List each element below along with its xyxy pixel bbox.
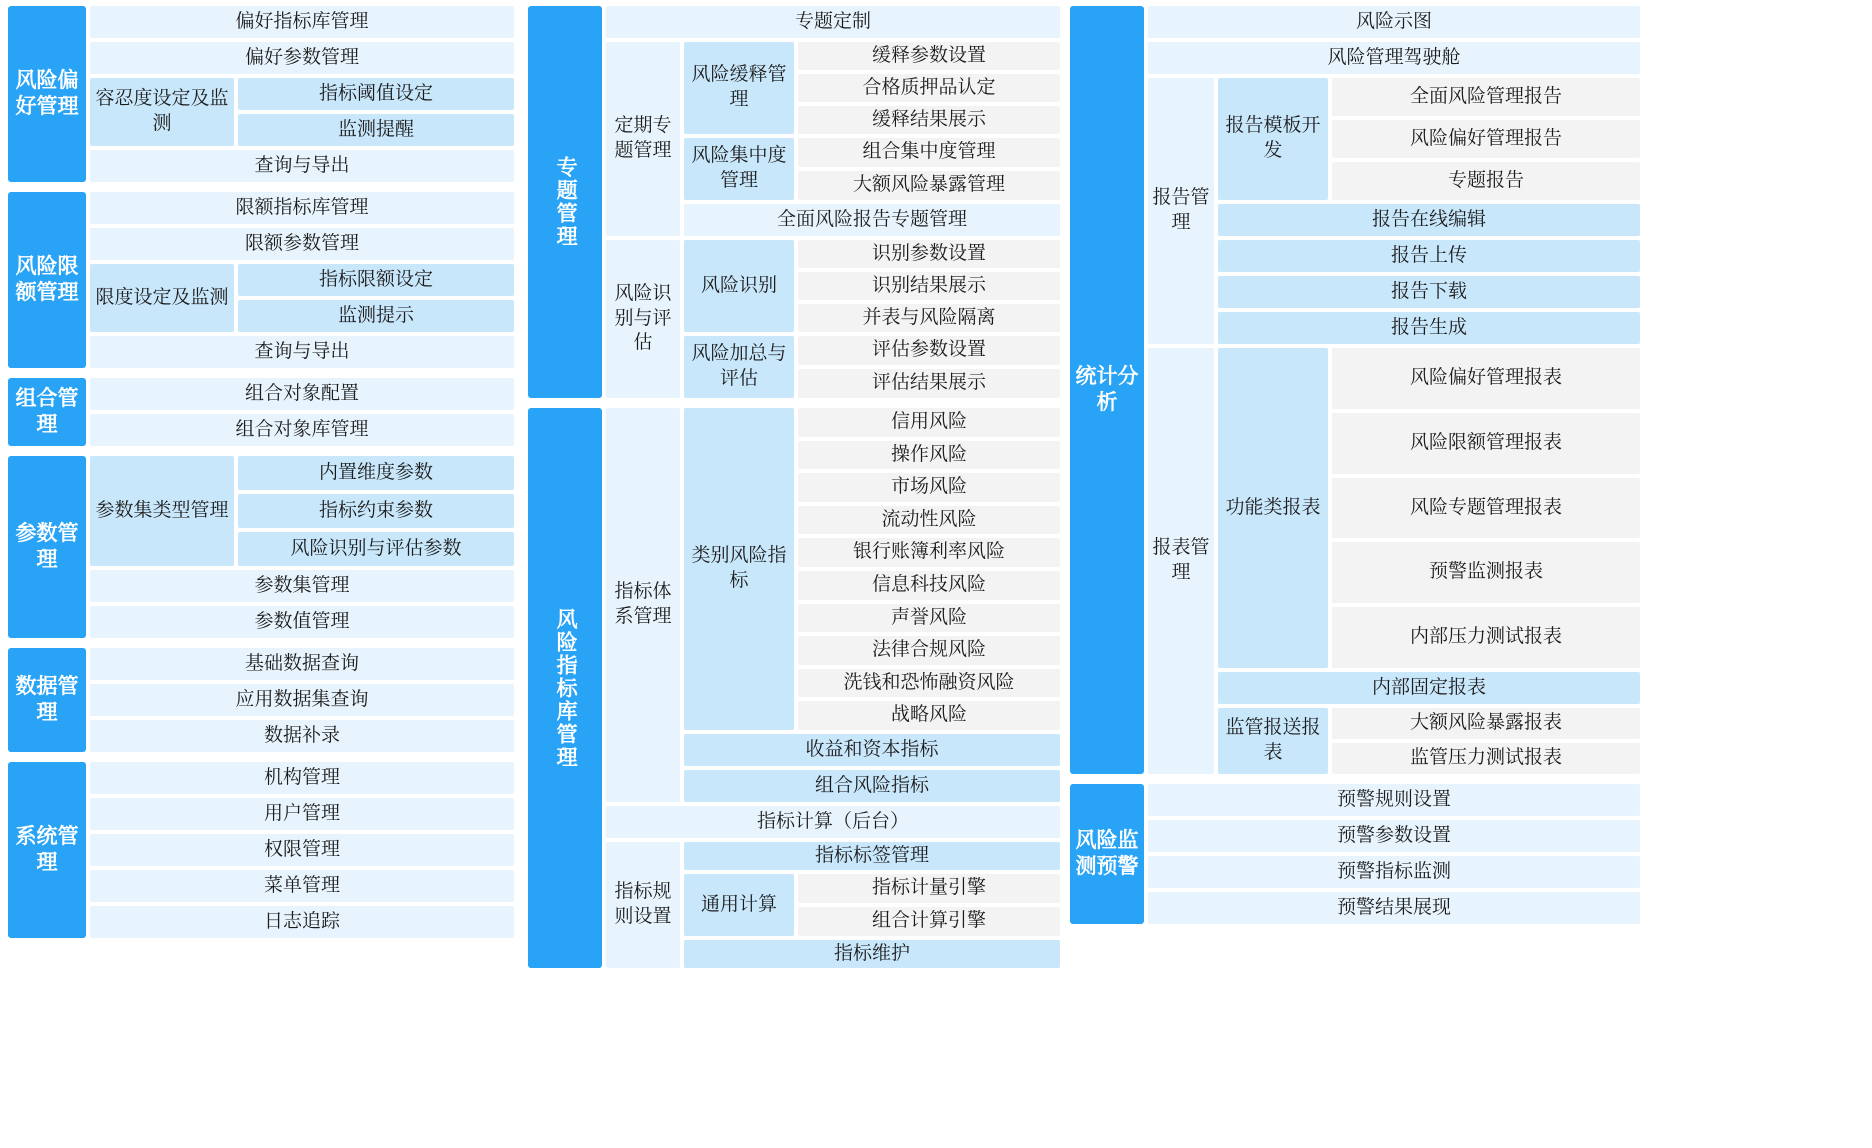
section-title-risk-index-library[interactable]: 风险指标库管理 <box>528 408 602 968</box>
group-risk-identify-assess <box>606 240 1060 398</box>
item-alert-index-monitor[interactable]: 预警指标监测 <box>1148 856 1640 888</box>
item-limit-index-library[interactable]: 限额指标库管理 <box>90 192 514 224</box>
section-risk-appetite <box>8 6 514 182</box>
item-operational-risk[interactable]: 操作风险 <box>798 441 1060 470</box>
item-preference-parameter[interactable]: 偏好参数管理 <box>90 42 514 74</box>
section-title-risk-monitor-alert[interactable]: 风险监测预警 <box>1070 784 1144 924</box>
item-regulatory-stress-test-statement[interactable]: 监管压力测试报表 <box>1332 743 1640 774</box>
item-liquidity-risk[interactable]: 流动性风险 <box>798 506 1060 535</box>
item-index-tag-manage[interactable]: 指标标签管理 <box>684 842 1060 870</box>
group-label-statement-management[interactable]: 报表管理 <box>1148 348 1214 774</box>
item-consolidation-isolation[interactable]: 并表与风险隔离 <box>798 304 1060 332</box>
item-index-maintenance[interactable]: 指标维护 <box>684 940 1060 968</box>
item-index-measure-engine[interactable]: 指标计量引擎 <box>798 874 1060 903</box>
group-label-parameter-set-type[interactable]: 参数集类型管理 <box>90 456 234 566</box>
subgroup-label-risk-mitigation[interactable]: 风险缓释管理 <box>684 42 794 134</box>
group-label-risk-identify-assess[interactable]: 风险识别与评估 <box>606 240 680 398</box>
item-identify-result[interactable]: 识别结果展示 <box>798 272 1060 300</box>
item-portfolio-risk-index[interactable]: 组合风险指标 <box>684 770 1060 802</box>
item-report-upload[interactable]: 报告上传 <box>1218 240 1640 272</box>
item-risk-identify-assess-param[interactable]: 风险识别与评估参数 <box>238 532 514 566</box>
subgroup-label-risk-aggregation[interactable]: 风险加总与评估 <box>684 336 794 398</box>
item-user-manage[interactable]: 用户管理 <box>90 798 514 830</box>
item-reputation-risk[interactable]: 声誉风险 <box>798 604 1060 633</box>
item-portfolio-object-config[interactable]: 组合对象配置 <box>90 378 514 410</box>
section-risk-limit <box>8 192 514 368</box>
item-data-supplement[interactable]: 数据补录 <box>90 720 514 752</box>
item-risk-cockpit[interactable]: 风险管理驾驶舱 <box>1148 42 1640 74</box>
item-limit-statement[interactable]: 风险限额管理报表 <box>1332 413 1640 474</box>
group-statement-management <box>1148 348 1640 774</box>
item-monitor-remind[interactable]: 监测提醒 <box>238 114 514 146</box>
section-title-risk-appetite[interactable]: 风险偏好管理 <box>8 6 86 182</box>
subgroup-report-template <box>1218 78 1640 200</box>
item-aml-ctf-risk[interactable]: 洗钱和恐怖融资风险 <box>798 669 1060 698</box>
item-index-calculation[interactable]: 指标计算（后台） <box>606 806 1060 838</box>
item-overall-risk-report-topic[interactable]: 全面风险报告专题管理 <box>684 204 1060 236</box>
item-query-export-limit[interactable]: 查询与导出 <box>90 336 514 368</box>
group-label-report-management[interactable]: 报告管理 <box>1148 78 1214 344</box>
item-assess-result[interactable]: 评估结果展示 <box>798 369 1060 398</box>
subgroup-label-functional-statement[interactable]: 功能类报表 <box>1218 348 1328 668</box>
subgroup-label-general-calc[interactable]: 通用计算 <box>684 874 794 936</box>
column-right <box>1070 6 1640 924</box>
section-title-statistical-analysis[interactable]: 统计分析 <box>1070 6 1144 774</box>
group-report-management <box>1148 78 1640 344</box>
subgroup-risk-identify <box>684 240 1060 332</box>
section-title-parameter[interactable]: 参数管理 <box>8 456 86 638</box>
group-tolerance <box>90 78 514 146</box>
section-parameter <box>8 456 514 638</box>
item-builtin-dimension-param[interactable]: 内置维度参数 <box>238 456 514 490</box>
section-risk-monitor-alert <box>1070 784 1640 924</box>
subgroup-general-calc <box>684 874 1060 936</box>
subgroup-label-category-risk-index[interactable]: 类别风险指标 <box>684 408 794 730</box>
section-title-topic-management[interactable]: 专题管理 <box>528 6 602 398</box>
item-identify-param-set[interactable]: 识别参数设置 <box>798 240 1060 268</box>
group-index-rule-setting <box>606 842 1060 968</box>
group-periodic-topic <box>606 42 1060 236</box>
group-limit-setting <box>90 264 514 332</box>
item-banking-book-rate-risk[interactable]: 银行账簿利率风险 <box>798 538 1060 567</box>
item-query-export-appetite[interactable]: 查询与导出 <box>90 150 514 182</box>
item-eligible-collateral[interactable]: 合格质押品认定 <box>798 74 1060 102</box>
section-title-portfolio[interactable]: 组合管理 <box>8 378 86 446</box>
item-risk-diagram[interactable]: 风险示图 <box>1148 6 1640 38</box>
item-appetite-statement[interactable]: 风险偏好管理报表 <box>1332 348 1640 409</box>
item-large-exposure-statement[interactable]: 大额风险暴露报表 <box>1332 708 1640 739</box>
group-label-index-rule-setting[interactable]: 指标规则设置 <box>606 842 680 968</box>
item-preference-index-library[interactable]: 偏好指标库管理 <box>90 6 514 38</box>
column-middle <box>528 6 1060 968</box>
subgroup-risk-aggregation <box>684 336 1060 398</box>
section-title-data[interactable]: 数据管理 <box>8 648 86 752</box>
item-monitor-tip[interactable]: 监测提示 <box>238 300 514 332</box>
item-portfolio-concentration[interactable]: 组合集中度管理 <box>798 138 1060 167</box>
item-internal-stress-test-statement[interactable]: 内部压力测试报表 <box>1332 607 1640 668</box>
item-index-limit-set[interactable]: 指标限额设定 <box>238 264 514 296</box>
item-mitigation-result[interactable]: 缓释结果展示 <box>798 106 1060 134</box>
subgroup-regulatory-statement <box>1218 708 1640 774</box>
item-assess-param-set[interactable]: 评估参数设置 <box>798 336 1060 365</box>
section-statistical-analysis <box>1070 6 1640 774</box>
section-title-system[interactable]: 系统管理 <box>8 762 86 938</box>
item-portfolio-object-library[interactable]: 组合对象库管理 <box>90 414 514 446</box>
item-alert-result-display[interactable]: 预警结果展现 <box>1148 892 1640 924</box>
item-credit-risk[interactable]: 信用风险 <box>798 408 1060 437</box>
item-alert-rule-setting[interactable]: 预警规则设置 <box>1148 784 1640 816</box>
subgroup-category-risk-index <box>684 408 1060 730</box>
section-system <box>8 762 514 938</box>
item-parameter-value-manage[interactable]: 参数值管理 <box>90 606 514 638</box>
section-portfolio <box>8 378 514 446</box>
item-report-download[interactable]: 报告下载 <box>1218 276 1640 308</box>
item-income-capital-index[interactable]: 收益和资本指标 <box>684 734 1060 766</box>
item-index-constraint-param[interactable]: 指标约束参数 <box>238 494 514 528</box>
subgroup-functional-statement <box>1218 348 1640 668</box>
group-label-limit-setting[interactable]: 限度设定及监测 <box>90 264 234 332</box>
subgroup-label-risk-concentration[interactable]: 风险集中度管理 <box>684 138 794 200</box>
item-portfolio-calc-engine[interactable]: 组合计算引擎 <box>798 907 1060 936</box>
section-risk-index-library <box>528 408 1060 968</box>
item-overall-risk-report[interactable]: 全面风险管理报告 <box>1332 78 1640 116</box>
item-report-online-edit[interactable]: 报告在线编辑 <box>1218 204 1640 236</box>
item-alert-param-setting[interactable]: 预警参数设置 <box>1148 820 1640 852</box>
subgroup-label-risk-identify[interactable]: 风险识别 <box>684 240 794 332</box>
group-label-index-system[interactable]: 指标体系管理 <box>606 408 680 802</box>
item-parameter-set-manage[interactable]: 参数集管理 <box>90 570 514 602</box>
section-title-risk-limit[interactable]: 风险限额管理 <box>8 192 86 368</box>
item-log-trace[interactable]: 日志追踪 <box>90 906 514 938</box>
section-data <box>8 648 514 752</box>
item-permission-manage[interactable]: 权限管理 <box>90 834 514 866</box>
item-large-exposure[interactable]: 大额风险暴露管理 <box>798 171 1060 200</box>
group-label-periodic-topic[interactable]: 定期专题管理 <box>606 42 680 236</box>
item-it-risk[interactable]: 信息科技风险 <box>798 571 1060 600</box>
item-strategic-risk[interactable]: 战略风险 <box>798 701 1060 730</box>
subgroup-label-report-template[interactable]: 报告模板开发 <box>1218 78 1328 200</box>
item-report-generate[interactable]: 报告生成 <box>1218 312 1640 344</box>
item-topic-statement[interactable]: 风险专题管理报表 <box>1332 478 1640 539</box>
subgroup-risk-concentration <box>684 138 1060 200</box>
group-label-tolerance[interactable]: 容忍度设定及监测 <box>90 78 234 146</box>
item-limit-parameter[interactable]: 限额参数管理 <box>90 228 514 260</box>
group-parameter-set-type <box>90 456 514 566</box>
item-alert-monitor-statement[interactable]: 预警监测报表 <box>1332 542 1640 603</box>
item-menu-manage[interactable]: 菜单管理 <box>90 870 514 902</box>
item-legal-compliance-risk[interactable]: 法律合规风险 <box>798 636 1060 665</box>
item-market-risk[interactable]: 市场风险 <box>798 473 1060 502</box>
item-internal-fixed-statement[interactable]: 内部固定报表 <box>1218 672 1640 704</box>
item-app-dataset-query[interactable]: 应用数据集查询 <box>90 684 514 716</box>
column-left <box>8 6 514 938</box>
item-risk-appetite-report[interactable]: 风险偏好管理报告 <box>1332 120 1640 158</box>
item-topic-report[interactable]: 专题报告 <box>1332 162 1640 200</box>
item-index-threshold[interactable]: 指标阈值设定 <box>238 78 514 110</box>
item-mitigation-param-set[interactable]: 缓释参数设置 <box>798 42 1060 70</box>
group-index-system <box>606 408 1060 802</box>
section-topic-management <box>528 6 1060 398</box>
item-basic-data-query[interactable]: 基础数据查询 <box>90 648 514 680</box>
item-topic-customization[interactable]: 专题定制 <box>606 6 1060 38</box>
subgroup-risk-mitigation <box>684 42 1060 134</box>
item-org-manage[interactable]: 机构管理 <box>90 762 514 794</box>
subgroup-label-regulatory-statement[interactable]: 监管报送报表 <box>1218 708 1328 774</box>
